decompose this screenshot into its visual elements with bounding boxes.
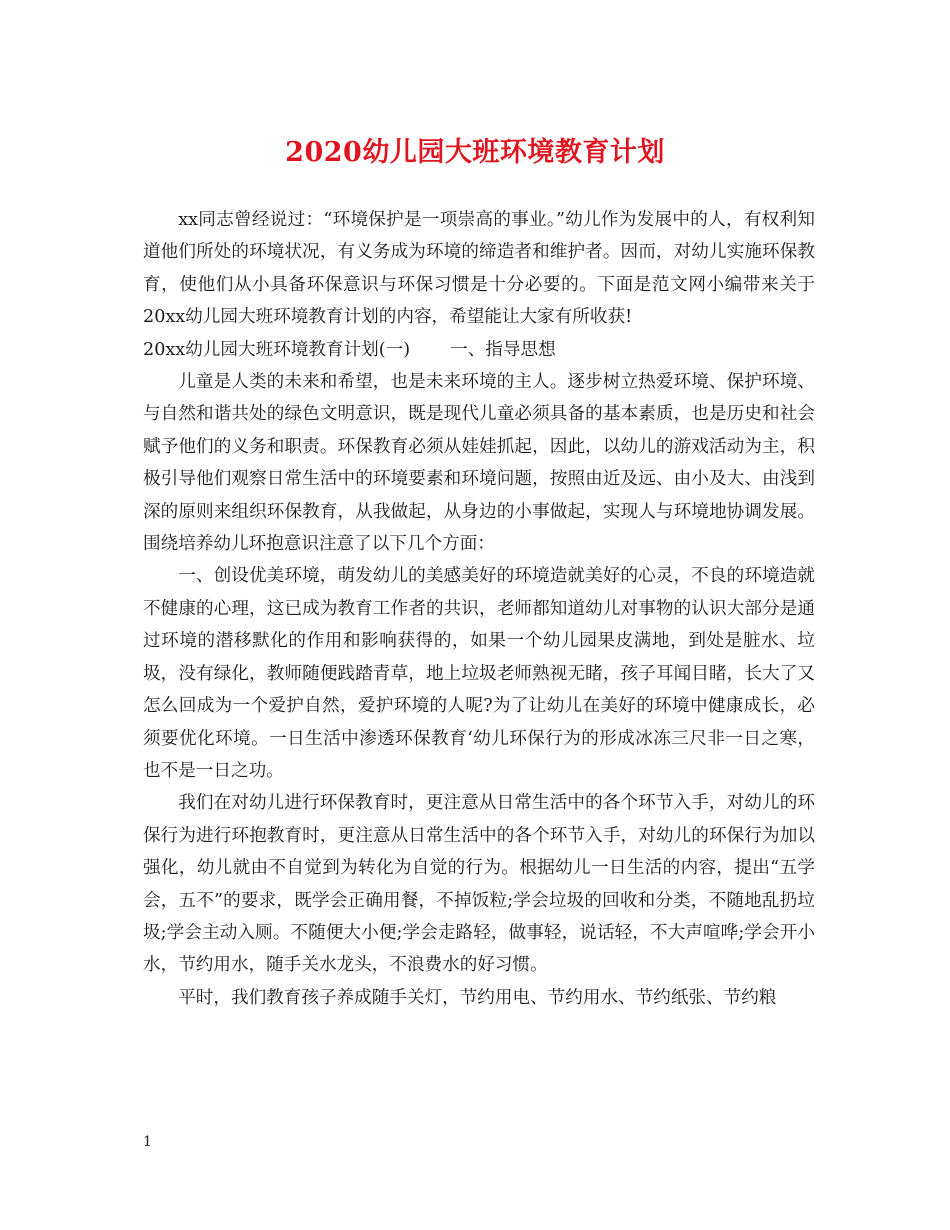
plan-heading: 20xx幼儿园大班环境教育计划(一): [143, 339, 411, 360]
section-heading: 一、指导思想: [450, 339, 556, 360]
plan-heading-line: [143, 334, 815, 366]
document-title: 2020幼儿园大班环境教育计划: [285, 137, 665, 168]
intro-paragraph: xx同志曾经说过：“环境保护是一项崇高的事业。”幼儿作为发展中的人，有权利知道他们所处的环境状况，有义务成为环境的缔造者和维护者。因而，对幼儿实施环保教育，使他们从小具备环保意识与环保习惯是十分必要的。下面是范文网小编带来关于20xx幼儿园大班环境教育计划的内容，希望能让大家有所收获!: [143, 210, 815, 328]
guiding-paragraph: 儿童是人类的未来和希望，也是未来环境的主人。逐步树立热爱环境、保护环境、与自然和谐共处的绿色文明意识，既是现代儿童必须具备的基本素质，也是历史和社会赋予他们的义务和职责。环保教育必须从娃娃抓起，因此，以幼儿的游戏活动为主，积极引导他们观察日常生活中的环境要素和环境问题，按照由近及远、由小及大、由浅到深的原则来组织环保教育，从我做起，从身边的小事做起，实现人与环境地协调发展。围绕培养幼儿环抱意识注意了以下几个方面：: [143, 372, 815, 555]
document-body: [143, 204, 815, 1014]
page-number: 1: [143, 1134, 152, 1150]
habits-paragraph: 平时，我们教育孩子养成随手关灯，节约用电、节约用水、节约纸张、节约粮: [178, 987, 777, 1008]
daily-life-paragraph: 我们在对幼儿进行环保教育时，更注意从日常生活中的各个环节入手，对幼儿的环保行为进行环抱教育时，更注意从日常生活中的各个环节入手，对幼儿的环保行为加以强化，幼儿就由不自觉到为转化为自觉的行为。根据幼儿一日生活的内容，提出“五学会，五不”的要求，既学会正确用餐，不掉饭粒;学会垃圾的回收和分类，不随地乱扔垃圾;学会主动入厕。不随便大小便;学会走路轻，做事轻，说话轻，不大声喧哗;学会开小水，节约用水，随手关水龙头，不浪费水的好习惯。: [143, 793, 815, 976]
environment-paragraph: 一、创设优美环境，萌发幼儿的美感美好的环境造就美好的心灵，不良的环境造就不健康的心理，这已成为教育工作者的共识，老师都知道幼儿对事物的认识大部分是通过环境的潜移默化的作用和影响获得的，如果一个幼儿园果皮满地，到处是脏水、垃圾，没有绿化，教师随便践踏青草，地上垃圾老师熟视无睹，孩子耳闻目睹，长大了又怎么回成为一个爱护自然，爱护环境的人呢?为了让幼儿在美好的环境中健康成长，必须要优化环境。一日生活中渗透环保教育‘幼儿环保行为的形成冰冻三尺非一日之寒，也不是一日之功。: [143, 566, 815, 781]
